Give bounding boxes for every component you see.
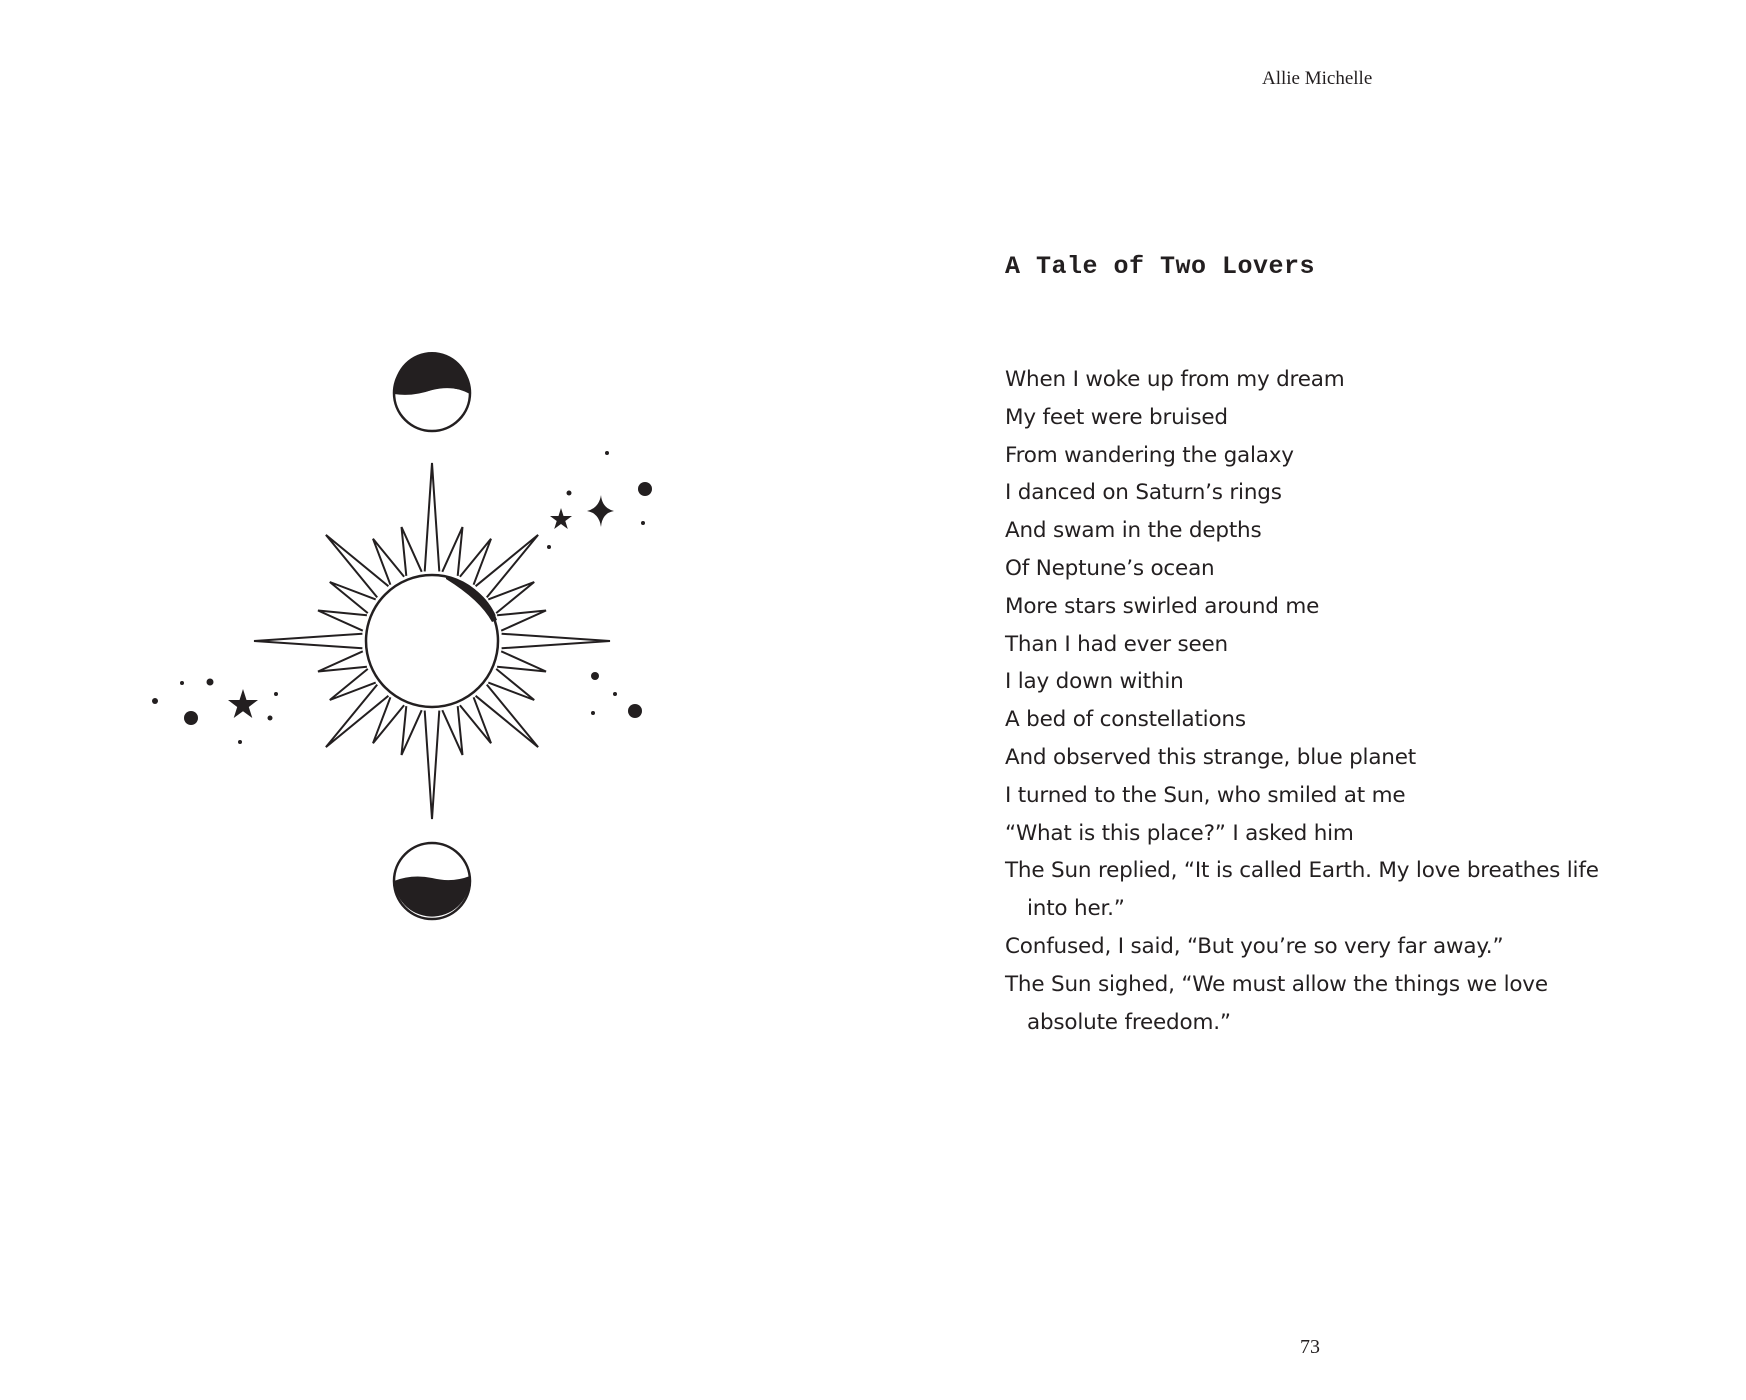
poem-line: And swam in the depths — [1005, 518, 1262, 544]
sun-ray — [326, 535, 389, 598]
poem-line: Confused, I said, “But you’re so very far away.” — [1005, 933, 1504, 959]
poem-line: My feet were bruised — [1005, 404, 1228, 430]
sun-ray — [425, 463, 440, 571]
sun-ray — [402, 706, 422, 755]
poem-line: The Sun sighed, “We must allow the things we love absolute freedom.” — [1005, 971, 1548, 1035]
sun-ray — [442, 527, 462, 576]
poem-line: I lay down within — [1005, 669, 1184, 695]
poem-line: From wandering the galaxy — [1005, 442, 1294, 468]
poem-line: A bed of constellations — [1005, 707, 1246, 733]
running-head-author: Allie Michelle — [1262, 68, 1373, 89]
sun-icon — [366, 575, 498, 707]
sun-ray — [318, 611, 367, 631]
poem-line: Of Neptune’s ocean — [1005, 555, 1215, 581]
page-number: 73 — [1300, 1336, 1320, 1358]
stars-lower-right-icon — [591, 672, 642, 718]
poem-line: When I woke up from my dream — [1005, 367, 1345, 392]
sun-ray — [425, 711, 440, 819]
sun-ray — [254, 634, 362, 649]
sun-ray — [502, 634, 610, 649]
poem-line: Than I had ever seen — [1005, 631, 1228, 657]
poem-line: More stars swirled around me — [1005, 593, 1320, 619]
sun-ray — [318, 651, 367, 671]
poem-line: I turned to the Sun, who smiled at me — [1005, 782, 1406, 808]
bottom-moon-icon — [394, 843, 470, 919]
sun-ray — [497, 651, 546, 671]
poem-line: I danced on Saturn’s rings — [1005, 480, 1282, 506]
poem-title: A Tale of Two Lovers — [1005, 252, 1316, 281]
sun-ray — [497, 611, 546, 631]
sun-ray — [326, 685, 389, 748]
stars-left-icon — [152, 679, 278, 745]
stars-upper-right-icon — [547, 451, 652, 549]
poem-body — [1005, 361, 1645, 1041]
sun-ray — [442, 706, 462, 755]
sun-ray — [402, 527, 422, 576]
sun-ray — [476, 685, 538, 748]
top-moon-icon — [394, 352, 470, 431]
poem-line: And observed this strange, blue planet — [1005, 744, 1416, 770]
poem-line: The Sun replied, “It is called Earth. My love breathes life into her.” — [1005, 858, 1599, 922]
poem-line: “What is this place?” I asked him — [1005, 820, 1354, 846]
sun-moon-illustration — [140, 350, 680, 970]
sun-ray — [476, 535, 538, 598]
